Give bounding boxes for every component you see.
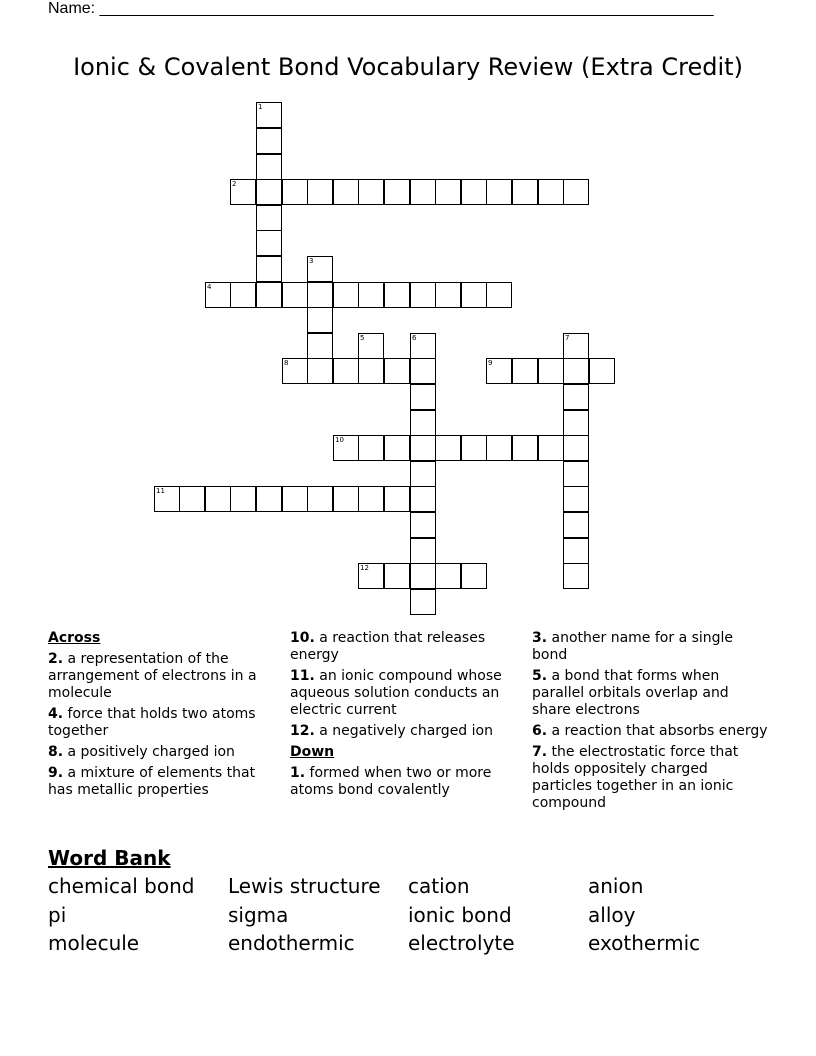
- crossword-cell[interactable]: [384, 179, 410, 205]
- clue-text: a positively charged ion: [63, 744, 235, 760]
- crossword-cell[interactable]: [256, 282, 282, 308]
- crossword-cell[interactable]: [486, 358, 512, 384]
- crossword-cell[interactable]: [435, 282, 461, 308]
- down-clue-1: [290, 765, 518, 799]
- word-bank-word: alloy: [588, 903, 636, 927]
- crossword-cell[interactable]: [461, 282, 487, 308]
- crossword-cell[interactable]: [563, 512, 589, 538]
- crossword-cell[interactable]: [307, 307, 333, 333]
- across-clue-12: [290, 723, 518, 740]
- across-clue-9: [48, 765, 283, 799]
- crossword-cell[interactable]: [512, 435, 538, 461]
- crossword-cell[interactable]: [307, 358, 333, 384]
- crossword-cell[interactable]: [358, 486, 384, 512]
- crossword-cell[interactable]: [563, 179, 589, 205]
- crossword-cell[interactable]: [435, 563, 461, 589]
- crossword-cell[interactable]: [563, 461, 589, 487]
- across-clue-11: [290, 668, 518, 719]
- crossword-cell[interactable]: [435, 179, 461, 205]
- crossword-cell[interactable]: [461, 179, 487, 205]
- cell-number: 3: [309, 257, 314, 265]
- crossword-cell[interactable]: [410, 512, 436, 538]
- crossword-cell[interactable]: [538, 435, 564, 461]
- crossword-cell[interactable]: [179, 486, 205, 512]
- crossword-cell[interactable]: [410, 435, 436, 461]
- crossword-cell[interactable]: [230, 179, 256, 205]
- crossword-cell[interactable]: [512, 358, 538, 384]
- crossword-cell[interactable]: [256, 486, 282, 512]
- crossword-cell[interactable]: [154, 486, 180, 512]
- crossword-cell[interactable]: [512, 179, 538, 205]
- crossword-cell[interactable]: [563, 384, 589, 410]
- crossword-cell[interactable]: [435, 435, 461, 461]
- clue-text: an ionic compound whose aqueous solution conducts an electric current: [290, 668, 502, 718]
- clue-text: a bond that forms when parallel orbitals overlap and share electrons: [532, 668, 729, 718]
- crossword-cell[interactable]: [563, 563, 589, 589]
- crossword-cell[interactable]: [256, 205, 282, 231]
- cell-number: 10: [335, 436, 344, 444]
- clue-text: a reaction that absorbs energy: [547, 723, 768, 739]
- across-clue-10: [290, 630, 518, 664]
- clue-text: the electrostatic force that holds oppositely charged particles together in an ionic compound: [532, 744, 739, 811]
- crossword-cell[interactable]: [461, 563, 487, 589]
- crossword-cell[interactable]: [384, 282, 410, 308]
- cell-number: 7: [565, 334, 570, 342]
- clue-number: 1.: [290, 765, 306, 781]
- crossword-cell[interactable]: [563, 410, 589, 436]
- crossword-cell[interactable]: [205, 282, 231, 308]
- crossword-cell[interactable]: [256, 154, 282, 180]
- crossword-cell[interactable]: [410, 179, 436, 205]
- crossword-cell[interactable]: [486, 282, 512, 308]
- cell-number: 5: [360, 334, 365, 342]
- word-bank-word: anion: [588, 874, 644, 898]
- crossword-cell[interactable]: [333, 486, 359, 512]
- word-bank-word: chemical bond: [48, 874, 195, 898]
- crossword-cell[interactable]: [358, 282, 384, 308]
- down-clue-7: [532, 744, 768, 812]
- crossword-cell[interactable]: [384, 435, 410, 461]
- clue-number: 5.: [532, 668, 548, 684]
- clue-text: a reaction that releases energy: [290, 630, 486, 663]
- word-bank-word: endothermic: [228, 931, 355, 955]
- crossword-cell[interactable]: [563, 333, 589, 359]
- crossword-cell[interactable]: [461, 435, 487, 461]
- cell-number: 8: [284, 359, 289, 367]
- clue-number: 6.: [532, 723, 548, 739]
- cell-number: 12: [360, 564, 369, 572]
- clues-col-2: [290, 630, 518, 803]
- clue-number: 4.: [48, 706, 64, 722]
- clue-text: another name for a single bond: [532, 630, 734, 663]
- crossword-cell[interactable]: [307, 179, 333, 205]
- crossword-cell[interactable]: [410, 282, 436, 308]
- word-bank-word: sigma: [228, 903, 289, 927]
- crossword-cell[interactable]: [358, 333, 384, 359]
- across-heading: Across: [48, 630, 101, 646]
- crossword-cell[interactable]: [333, 435, 359, 461]
- crossword-cell[interactable]: [358, 435, 384, 461]
- crossword-cell[interactable]: [282, 358, 308, 384]
- down-clue-3: [532, 630, 768, 664]
- cell-number: 2: [232, 180, 237, 188]
- name-line: Name: _____________________________________________________________________: [48, 0, 714, 17]
- crossword-cell[interactable]: [486, 179, 512, 205]
- word-bank-word: ionic bond: [408, 903, 512, 927]
- crossword-cell[interactable]: [256, 179, 282, 205]
- crossword-cell[interactable]: [563, 358, 589, 384]
- crossword-cell[interactable]: [563, 538, 589, 564]
- clue-text: force that holds two atoms together: [48, 706, 256, 739]
- crossword-cell[interactable]: [282, 486, 308, 512]
- crossword-cell[interactable]: [538, 179, 564, 205]
- down-clue-5: [532, 668, 768, 719]
- crossword-cell[interactable]: [410, 410, 436, 436]
- crossword-cell[interactable]: [333, 282, 359, 308]
- down-heading: Down: [290, 744, 335, 760]
- crossword-cell[interactable]: [307, 282, 333, 308]
- cell-number: 11: [156, 487, 165, 495]
- clue-text: formed when two or more atoms bond covalently: [290, 765, 492, 798]
- across-clue-4: [48, 706, 283, 740]
- word-bank-word: cation: [408, 874, 470, 898]
- crossword-cell[interactable]: [230, 486, 256, 512]
- crossword-cell[interactable]: [230, 282, 256, 308]
- crossword-cell[interactable]: [538, 358, 564, 384]
- crossword-cell[interactable]: [256, 256, 282, 282]
- crossword-cell[interactable]: [410, 563, 436, 589]
- crossword-cell[interactable]: [410, 538, 436, 564]
- crossword-cell[interactable]: [410, 461, 436, 487]
- crossword-cell[interactable]: [282, 282, 308, 308]
- crossword-cell[interactable]: [410, 384, 436, 410]
- crossword-cell[interactable]: [282, 179, 308, 205]
- word-bank-word: Lewis structure: [228, 874, 381, 898]
- word-bank-word: molecule: [48, 931, 140, 955]
- crossword-cell[interactable]: [589, 358, 615, 384]
- clue-number: 9.: [48, 765, 64, 781]
- crossword-cell[interactable]: [358, 563, 384, 589]
- clue-number: 3.: [532, 630, 548, 646]
- word-bank-word: electrolyte: [408, 931, 515, 955]
- clue-text: a representation of the arrangement of electrons in a molecule: [48, 651, 257, 701]
- cell-number: 6: [412, 334, 417, 342]
- down-clue-6: [532, 723, 768, 740]
- down-clues-col-3: [532, 630, 768, 816]
- clue-number: 10.: [290, 630, 315, 646]
- crossword-cell[interactable]: [384, 486, 410, 512]
- crossword-cell[interactable]: [410, 589, 436, 615]
- crossword-cell[interactable]: [358, 179, 384, 205]
- crossword-cell[interactable]: [384, 358, 410, 384]
- word-bank-word: pi: [48, 903, 67, 927]
- crossword-cell[interactable]: [256, 128, 282, 154]
- crossword-cell[interactable]: [333, 358, 359, 384]
- crossword-cell[interactable]: [307, 333, 333, 359]
- cell-number: 4: [207, 283, 212, 291]
- clue-text: a mixture of elements that has metallic properties: [48, 765, 256, 798]
- clue-number: 11.: [290, 668, 315, 684]
- crossword-cell[interactable]: [410, 333, 436, 359]
- crossword-cell[interactable]: [384, 563, 410, 589]
- crossword-cell[interactable]: [256, 230, 282, 256]
- clue-number: 12.: [290, 723, 315, 739]
- crossword-cell[interactable]: [307, 486, 333, 512]
- crossword-cell[interactable]: [563, 435, 589, 461]
- page-title: Ionic & Covalent Bond Vocabulary Review (Extra Credit): [73, 53, 743, 81]
- word-bank-word: exothermic: [588, 931, 701, 955]
- crossword-cell[interactable]: [333, 179, 359, 205]
- crossword-cell[interactable]: [486, 435, 512, 461]
- crossword-cell[interactable]: [563, 486, 589, 512]
- across-clues-col-1: [48, 630, 283, 803]
- crossword-cell[interactable]: [358, 358, 384, 384]
- clue-number: 2.: [48, 651, 64, 667]
- clue-number: 8.: [48, 744, 64, 760]
- cell-number: 9: [488, 359, 493, 367]
- across-clue-2: [48, 651, 283, 702]
- crossword-cell[interactable]: [307, 256, 333, 282]
- clue-text: a negatively charged ion: [314, 723, 493, 739]
- crossword-cell[interactable]: [205, 486, 231, 512]
- crossword-cell[interactable]: [410, 486, 436, 512]
- clue-number: 7.: [532, 744, 548, 760]
- word-bank-title: Word Bank: [48, 846, 171, 870]
- across-clue-8: [48, 744, 283, 761]
- cell-number: 1: [258, 103, 263, 111]
- crossword-cell[interactable]: [410, 358, 436, 384]
- crossword-cell[interactable]: [256, 102, 282, 128]
